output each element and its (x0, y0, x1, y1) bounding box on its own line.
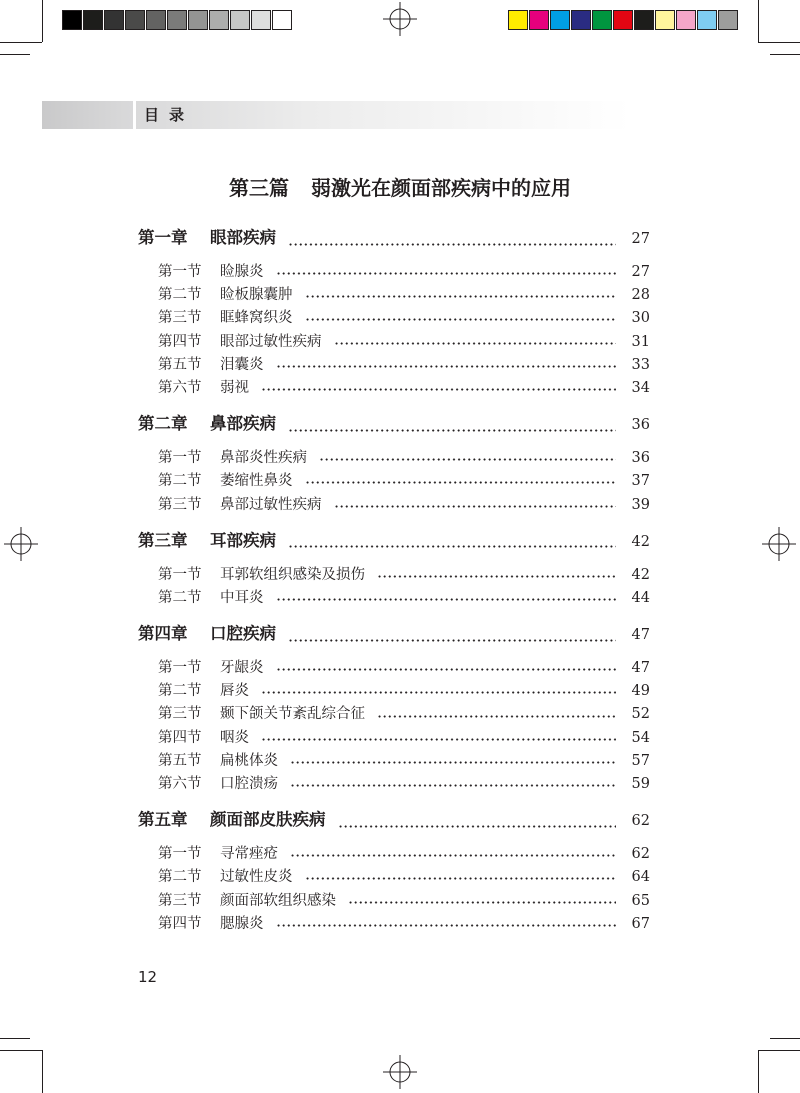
toc-section-title: 牙龈炎 (220, 660, 264, 677)
dot-leader (261, 388, 616, 391)
toc-section-label (158, 260, 264, 281)
toc-chapter-number: 第三章 (138, 530, 188, 550)
part-name: 弱激光在颜面部疾病中的应用 (311, 176, 571, 200)
toc-section-label (158, 749, 278, 770)
toc-section[interactable] (138, 493, 650, 516)
dot-leader (276, 924, 617, 927)
registration-mark-bottom (383, 1055, 417, 1089)
toc-chapter-label (138, 224, 276, 248)
toc-section[interactable] (138, 260, 650, 283)
toc-section-title: 唇炎 (220, 683, 249, 700)
dot-leader (305, 295, 617, 298)
toc-section-title: 颞下颌关节紊乱综合征 (220, 706, 365, 723)
toc-section-page: 67 (631, 915, 650, 932)
toc-chapter-number: 第一章 (138, 228, 188, 247)
toc-section-label (158, 493, 322, 514)
dot-leader (305, 318, 617, 321)
part-number: 第三篇 (229, 176, 289, 200)
dot-leader (290, 784, 616, 787)
toc-section-label (158, 586, 264, 607)
toc-section-number: 第一节 (158, 660, 202, 677)
color-swatch-7 (655, 10, 675, 30)
dot-leader (290, 854, 616, 857)
toc-section-title: 腮腺炎 (220, 915, 264, 932)
dot-leader (276, 598, 617, 601)
toc-section-number: 第一节 (158, 264, 202, 280)
toc-chapter-page: 36 (631, 417, 650, 434)
toc-section-page: 42 (631, 566, 650, 583)
part-title (0, 172, 800, 201)
toc-section-label (158, 563, 365, 584)
dot-leader (305, 481, 617, 484)
gray-swatch-0 (62, 10, 82, 30)
toc-section-page: 44 (631, 589, 650, 606)
toc-section-number: 第二节 (158, 589, 202, 606)
toc-section[interactable] (138, 283, 650, 306)
toc-section-label (158, 772, 278, 793)
toc-chapter-page: 47 (631, 627, 650, 644)
toc-section-title: 中耳炎 (220, 589, 264, 606)
toc-chapter-page: 62 (631, 813, 650, 830)
toc-section-number: 第四节 (158, 333, 202, 350)
dot-leader (348, 901, 616, 904)
dot-leader (377, 715, 616, 718)
gray-swatch-10 (272, 10, 292, 30)
toc-chapter[interactable] (138, 527, 650, 563)
toc-section-page: 64 (631, 869, 650, 886)
toc-section[interactable] (138, 772, 650, 795)
toc-section-title: 耳郭软组织感染及损伤 (220, 566, 365, 583)
registration-mark-top (383, 2, 417, 36)
toc-section-page: 59 (631, 776, 650, 792)
toc-section-label (158, 912, 264, 933)
toc-section-title: 睑腺炎 (220, 264, 264, 280)
dot-leader (288, 545, 616, 548)
color-swatch-3 (571, 10, 591, 30)
toc-section-number: 第三节 (158, 496, 202, 513)
toc-section-page: 54 (631, 729, 650, 746)
toc-section[interactable] (138, 865, 650, 888)
toc-section[interactable] (138, 330, 650, 353)
toc-chapter-number: 第二章 (138, 414, 188, 434)
toc-section-page: 28 (631, 287, 650, 304)
dot-leader (290, 761, 616, 764)
color-swatch-6 (634, 10, 654, 30)
color-swatch-0 (508, 10, 528, 30)
toc-section[interactable] (138, 469, 650, 492)
dot-leader (288, 429, 616, 432)
toc-section[interactable] (138, 376, 650, 399)
toc-section[interactable] (138, 912, 650, 935)
toc-section-page: 47 (631, 660, 650, 677)
toc-section-title: 萎缩性鼻炎 (220, 473, 293, 490)
toc-section-label (158, 446, 307, 467)
toc-section-page: 34 (631, 379, 650, 396)
dot-leader (276, 668, 617, 671)
dot-leader (305, 877, 617, 880)
toc-section-number: 第六节 (158, 776, 202, 792)
header-divider (133, 101, 136, 129)
toc-section-number: 第三节 (158, 706, 202, 723)
toc-chapter-title: 眼部疾病 (210, 228, 276, 247)
toc-section-number: 第五节 (158, 356, 202, 373)
toc-section-label (158, 842, 278, 863)
gray-swatch-7 (209, 10, 229, 30)
toc-section-title: 寻常痤疮 (220, 846, 278, 863)
toc-section-page: 62 (631, 846, 650, 863)
toc-section-label (158, 353, 264, 374)
toc-section[interactable] (138, 889, 650, 912)
gray-swatch-3 (125, 10, 145, 30)
toc-section-title: 弱视 (220, 379, 249, 396)
toc-chapter-title: 口腔疾病 (210, 624, 276, 644)
toc-section[interactable] (138, 563, 650, 586)
gray-swatch-6 (188, 10, 208, 30)
page-number: 12 (138, 968, 158, 986)
color-swatch-4 (592, 10, 612, 30)
toc-chapter-title: 颜面部皮肤疾病 (210, 810, 326, 830)
toc-section-title: 眶蜂窝织炎 (220, 310, 293, 327)
toc-section[interactable] (138, 353, 650, 376)
dot-leader (261, 691, 616, 694)
toc-section-number: 第三节 (158, 892, 202, 909)
toc-section-page: 33 (631, 356, 650, 373)
toc-section-label (158, 306, 293, 327)
header-band (42, 101, 630, 129)
dot-leader (334, 342, 617, 345)
toc-section-label (158, 656, 264, 677)
toc-chapter[interactable] (138, 410, 650, 446)
toc-chapter-title: 鼻部疾病 (210, 414, 276, 434)
toc-section[interactable] (138, 842, 650, 865)
toc-section-number: 第四节 (158, 915, 202, 932)
toc-chapter-number: 第四章 (138, 624, 188, 644)
toc-section-title: 眼部过敏性疾病 (220, 333, 322, 350)
toc-section-title: 扁桃体炎 (220, 752, 278, 769)
gray-swatch-1 (83, 10, 103, 30)
gray-swatch-4 (146, 10, 166, 30)
toc-section[interactable] (138, 749, 650, 772)
toc-chapter-title: 耳部疾病 (210, 530, 276, 550)
toc-section-page: 30 (631, 310, 650, 327)
toc-section-number: 第六节 (158, 379, 202, 396)
toc-chapter[interactable] (138, 224, 650, 260)
toc-chapter-number: 第五章 (138, 810, 188, 830)
registration-mark-right (762, 527, 796, 561)
toc-section-page: 39 (631, 496, 650, 513)
toc-section-number: 第二节 (158, 473, 202, 490)
dot-leader (334, 505, 617, 508)
toc-section-title: 鼻部炎性疾病 (220, 450, 307, 467)
color-swatch-9 (697, 10, 717, 30)
toc-section-title: 睑板腺囊肿 (220, 287, 293, 304)
toc-section-number: 第五节 (158, 752, 202, 769)
table-of-contents (138, 224, 650, 935)
toc-section-title: 过敏性皮炎 (220, 869, 293, 886)
toc-section-title: 口腔溃疡 (220, 776, 278, 792)
toc-section-number: 第一节 (158, 566, 202, 583)
toc-chapter[interactable] (138, 806, 650, 842)
toc-chapter-label (138, 620, 276, 644)
toc-section-label (158, 283, 293, 304)
color-swatch-1 (529, 10, 549, 30)
toc-section-page: 65 (631, 892, 650, 909)
toc-section-label (158, 865, 293, 886)
dot-leader (288, 639, 616, 642)
color-swatch-2 (550, 10, 570, 30)
dot-leader (338, 825, 617, 828)
toc-chapter-label (138, 527, 276, 551)
toc-section-title: 颜面部软组织感染 (220, 892, 336, 909)
toc-section[interactable] (138, 656, 650, 679)
gray-swatch-2 (104, 10, 124, 30)
gray-swatch-9 (251, 10, 271, 30)
toc-chapter-label (138, 806, 326, 830)
toc-section-label (158, 679, 249, 700)
toc-section[interactable] (138, 446, 650, 469)
toc-section-number: 第一节 (158, 450, 202, 467)
toc-section-number: 第四节 (158, 729, 202, 746)
dot-leader (276, 272, 617, 275)
gray-swatch-5 (167, 10, 187, 30)
toc-section-page: 31 (631, 333, 650, 350)
toc-section-number: 第二节 (158, 683, 202, 700)
toc-chapter-label (138, 410, 276, 434)
toc-section-number: 第二节 (158, 869, 202, 886)
gray-swatch-8 (230, 10, 250, 30)
toc-section[interactable] (138, 306, 650, 329)
grayscale-color-bar (62, 10, 293, 32)
toc-section-number: 第三节 (158, 310, 202, 327)
toc-section-label (158, 376, 249, 397)
toc-section-number: 第一节 (158, 846, 202, 863)
dot-leader (377, 575, 616, 578)
toc-section-page: 52 (631, 706, 650, 723)
color-swatch-5 (613, 10, 633, 30)
registration-mark-left (4, 527, 38, 561)
toc-section[interactable] (138, 679, 650, 702)
toc-section-title: 咽炎 (220, 729, 249, 746)
toc-section-page: 36 (631, 450, 650, 467)
toc-section-label (158, 702, 365, 723)
color-swatch-10 (718, 10, 738, 30)
toc-section-page: 49 (631, 683, 650, 700)
toc-chapter-page: 27 (631, 231, 650, 247)
toc-section[interactable] (138, 726, 650, 749)
toc-section-page: 37 (631, 473, 650, 490)
toc-section-page: 57 (631, 752, 650, 769)
toc-section[interactable] (138, 586, 650, 609)
dot-leader (288, 243, 616, 246)
toc-section-label (158, 726, 249, 747)
dot-leader (261, 738, 616, 741)
toc-chapter[interactable] (138, 620, 650, 656)
header-title: 目录 (144, 106, 195, 124)
toc-chapter-page: 42 (631, 533, 650, 550)
toc-section-label (158, 889, 336, 910)
toc-section-number: 第二节 (158, 287, 202, 304)
toc-section-label (158, 469, 293, 490)
toc-section-title: 泪囊炎 (220, 356, 264, 373)
process-color-bar (508, 10, 739, 32)
toc-section-page: 27 (631, 264, 650, 280)
toc-section-title: 鼻部过敏性疾病 (220, 496, 322, 513)
dot-leader (276, 365, 617, 368)
dot-leader (319, 458, 616, 461)
color-swatch-8 (676, 10, 696, 30)
toc-section-label (158, 330, 322, 351)
toc-section[interactable] (138, 702, 650, 725)
